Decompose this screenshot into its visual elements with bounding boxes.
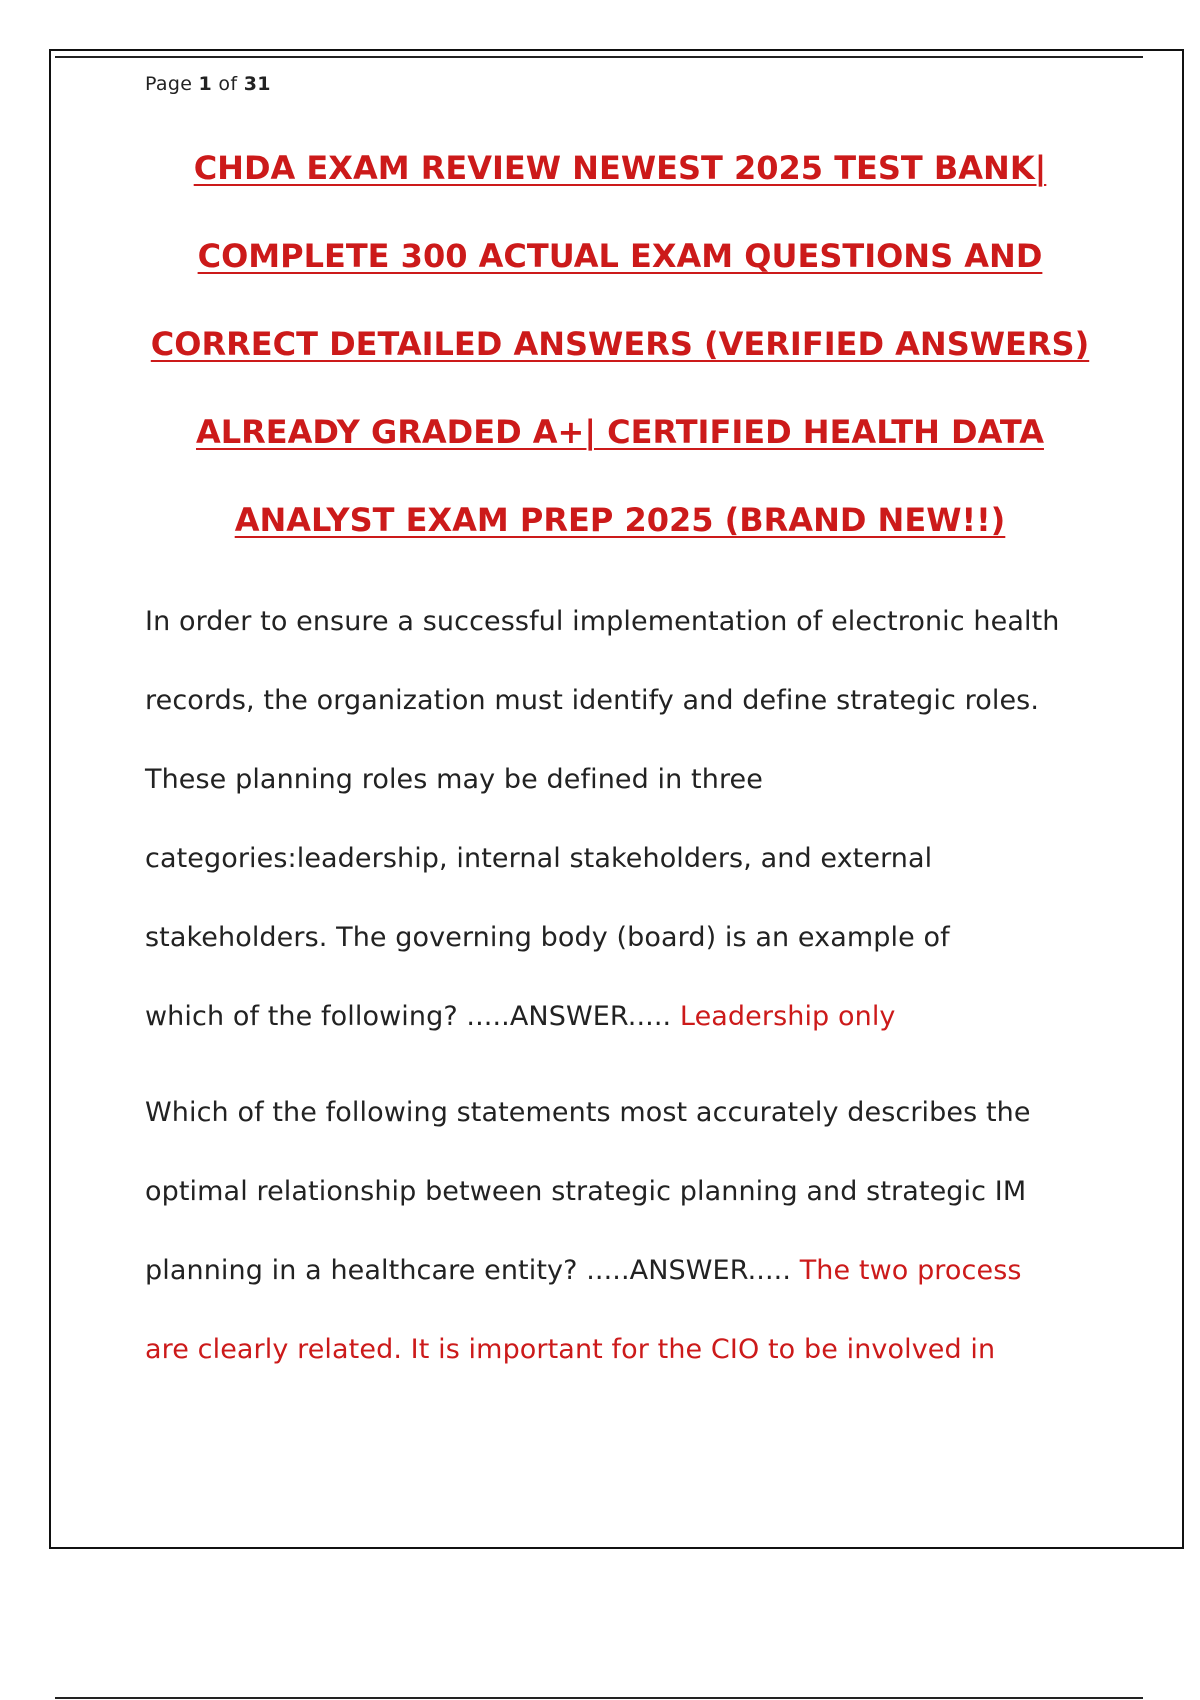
footer-rule — [55, 1697, 1143, 1699]
question-line: categories:leadership, internal stakeholders, and external — [145, 843, 933, 874]
page-total: 31 — [243, 73, 271, 95]
question-line: These planning roles may be defined in three — [145, 764, 763, 795]
question-answer-line — [145, 1246, 1145, 1325]
question-line: stakeholders. The governing body (board) is an example of — [145, 922, 950, 953]
answer-text: The two process — [799, 1255, 1022, 1286]
question-line: In order to ensure a successful implementation of electronic health — [145, 606, 1060, 637]
document-title — [100, 138, 1140, 578]
question-line: optimal relationship between strategic planning and strategic IM — [145, 1176, 1027, 1207]
page-current: 1 — [198, 73, 213, 95]
question-2 — [145, 1088, 1145, 1404]
answer-line: are clearly related. It is important for the CIO to be involved in — [145, 1334, 996, 1365]
question-1 — [145, 597, 1145, 1071]
question-answer-line — [145, 992, 1145, 1071]
page-label-of: of — [218, 73, 238, 95]
question-tail: which of the following? .....ANSWER..... — [145, 1001, 672, 1032]
title-line: ALREADY GRADED A+| CERTIFIED HEALTH DATA — [196, 413, 1044, 451]
answer-text: Leadership only — [679, 1001, 896, 1032]
title-line: CORRECT DETAILED ANSWERS (VERIFIED ANSWERS) — [150, 325, 1090, 363]
question-tail: planning in a healthcare entity? .....ANSWER..... — [145, 1255, 792, 1286]
title-line: CHDA EXAM REVIEW NEWEST 2025 TEST BANK| — [193, 149, 1047, 187]
page-number — [145, 73, 271, 95]
question-line: records, the organization must identify and define strategic roles. — [145, 685, 1040, 716]
question-line: Which of the following statements most accurately describes the — [145, 1097, 1031, 1128]
title-line: ANALYST EXAM PREP 2025 (BRAND NEW!!) — [234, 501, 1006, 539]
page-label-prefix: Page — [145, 73, 193, 95]
title-line: COMPLETE 300 ACTUAL EXAM QUESTIONS AND — [197, 237, 1043, 275]
